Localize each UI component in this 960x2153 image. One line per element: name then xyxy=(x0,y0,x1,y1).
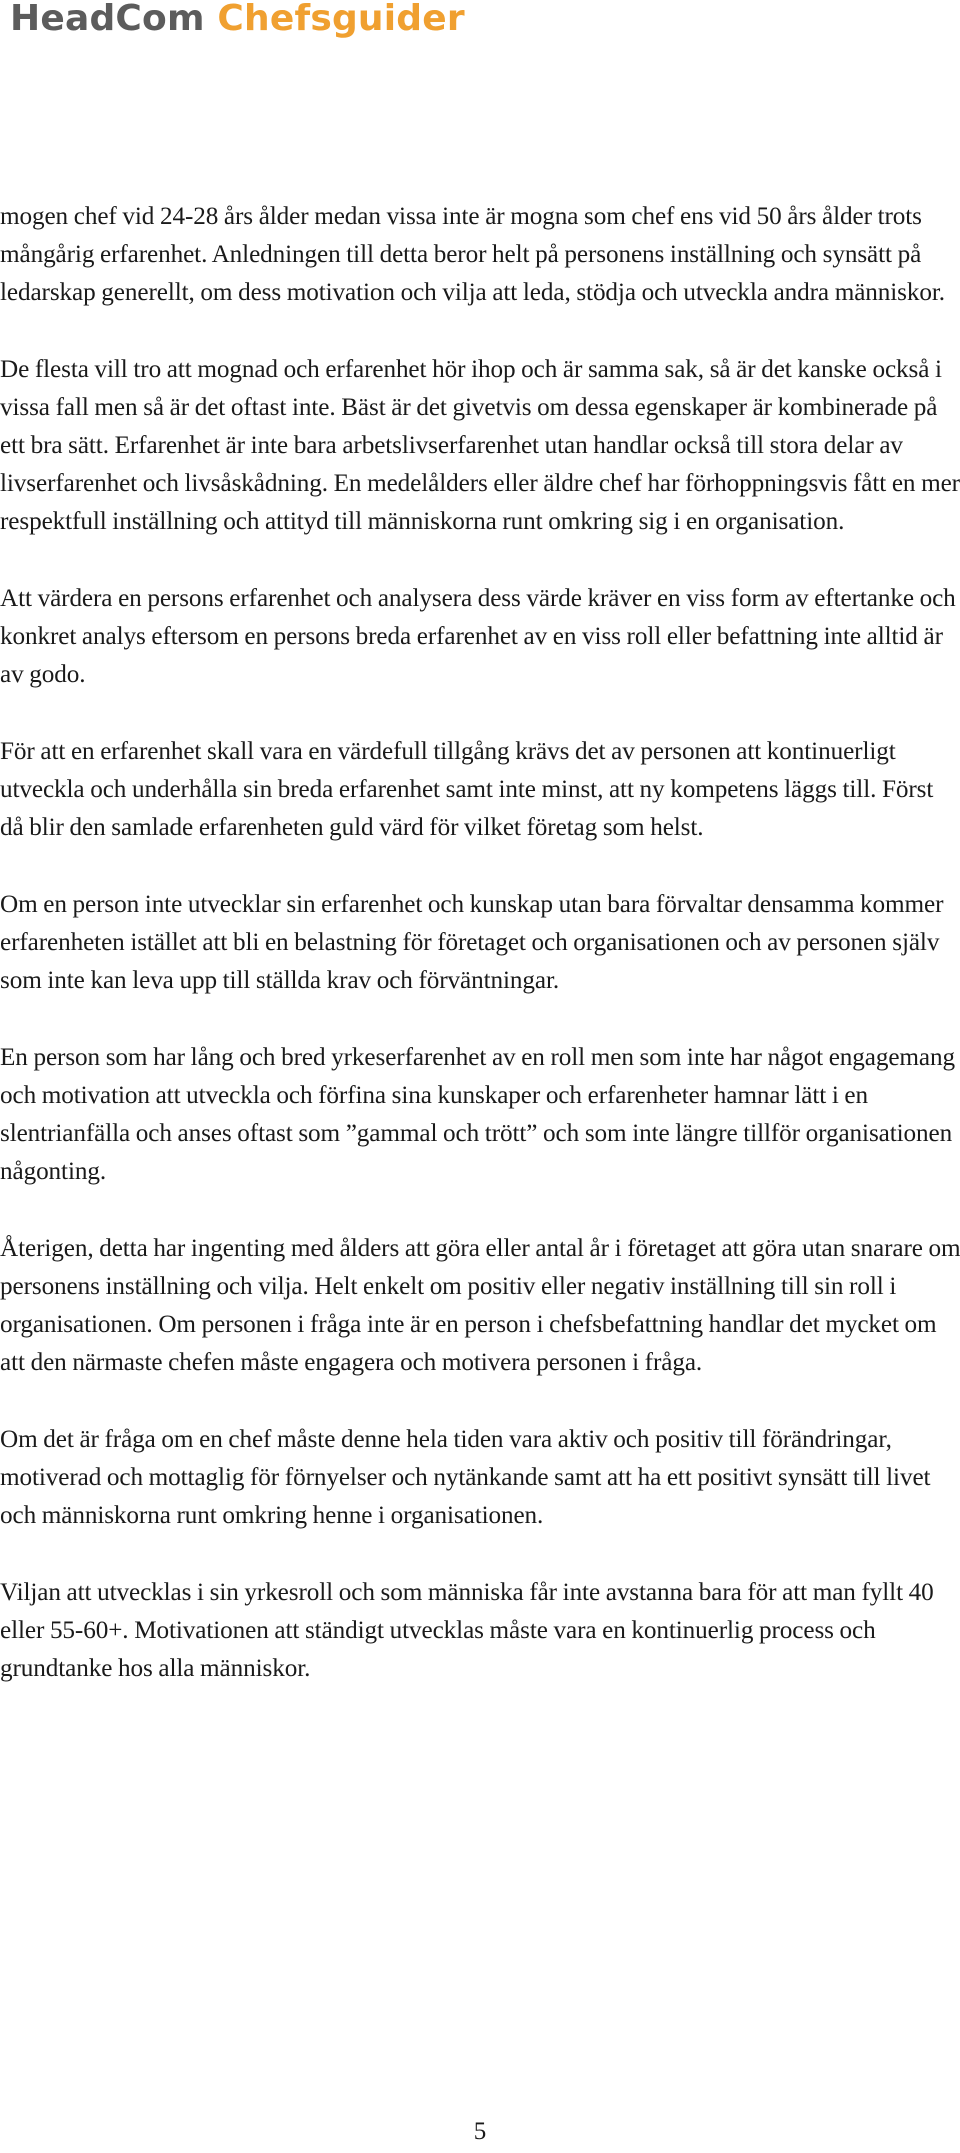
paragraph: Viljan att utvecklas i sin yrkesroll och som människa får inte avstanna bara för att man fyllt 40 eller 55-60+. Motivationen att ständigt utvecklas måste vara en kontinuerlig process och grundtanke hos alla människor. xyxy=(0,1579,934,1682)
paragraph: Om en person inte utvecklar sin erfarenhet och kunskap utan bara förvaltar densamma kommer erfarenheten istället att bli en belastning för företaget och organisationen och av personen själv som inte kan leva upp till ställda krav och förväntningar. xyxy=(0,891,944,994)
brand-name: HeadCom xyxy=(10,0,205,39)
paragraph: För att en erfarenhet skall vara en värdefull tillgång krävs det av personen att kontinuerligt utveckla och underhålla sin breda erfarenhet samt inte minst, att ny kompetens läggs till. Först då blir den samlade erfarenheten guld värd för vilket företag som helst. xyxy=(0,738,934,841)
document-header xyxy=(10,0,465,39)
document-body xyxy=(0,198,960,1727)
paragraph: mogen chef vid 24-28 års ålder medan vissa inte är mogna som chef ens vid 50 års ålder trots mångårig erfarenhet. Anledningen till detta beror helt på personens inställning och synsätt på ledarskap generellt, om dess motivation och vilja att leda, stödja och utveckla andra människor. xyxy=(0,203,945,306)
brand-product: Chefsguider xyxy=(217,0,465,39)
paragraph: En person som har lång och bred yrkeserfarenhet av en roll men som inte har något engagemang och motivation att utveckla och förfina sina kunskaper och erfarenheter hamnar lätt i en slentrianfälla och anses oftast som ”gammal och trött” och som inte längre tillför organisationen någonting. xyxy=(0,1044,955,1185)
paragraph: Att värdera en persons erfarenhet och analysera dess värde kräver en viss form av eftertanke och konkret analys eftersom en persons breda erfarenhet av en viss roll eller befattning inte alltid är av godo. xyxy=(0,585,956,688)
paragraph: De flesta vill tro att mognad och erfarenhet hör ihop och är samma sak, så är det kanske också i vissa fall men så är det oftast inte. Bäst är det givetvis om dessa egenskaper är kombinerade på ett bra sätt. Erfarenhet är inte bara arbetslivserfarenhet utan handlar också till stora delar av livserfarenhet och livsåskådning. En medelålders eller äldre chef har förhoppningsvis fått en mer respektfull inställning och attityd till människorna runt omkring sig i en organisation. xyxy=(0,356,960,535)
page-number: 5 xyxy=(473,2118,487,2145)
paragraph: Om det är fråga om en chef måste denne hela tiden vara aktiv och positiv till förändringar, motiverad och mottaglig för förnyelser och nytänkande samt att ha ett positivt synsätt till livet och människorna runt omkring henne i organisationen. xyxy=(0,1426,931,1529)
paragraph: Återigen, detta har ingenting med ålders att göra eller antal år i företaget att göra utan snarare om personens inställning och vilja. Helt enkelt om positiv eller negativ inställning till sin roll i organisationen. Om personen i fråga inte är en person i chefsbefattning handlar det mycket om att den närmaste chefen måste engagera och motivera personen i fråga. xyxy=(0,1235,960,1376)
